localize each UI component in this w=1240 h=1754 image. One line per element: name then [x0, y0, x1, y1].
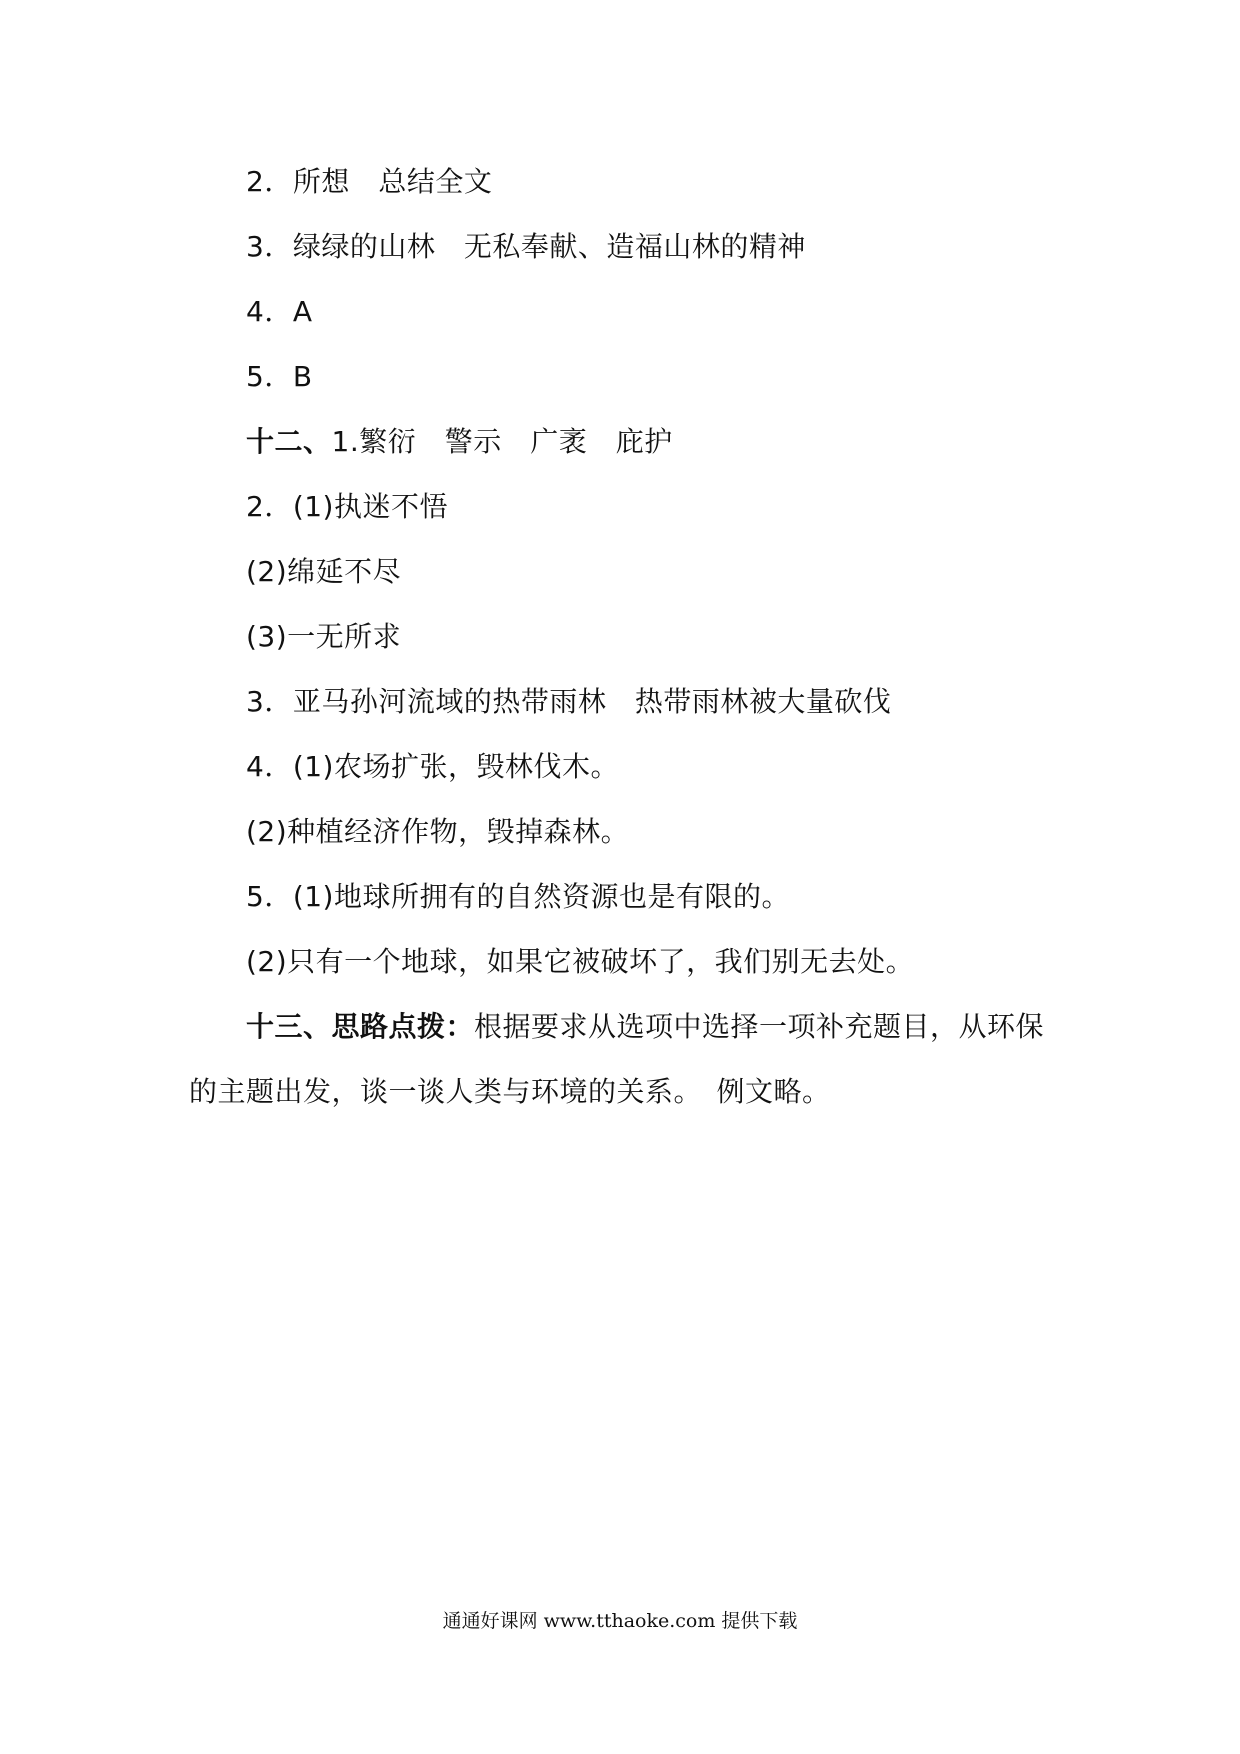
answer-line-13: (2)只有一个地球，如果它被破坏了，我们别无去处。	[246, 945, 915, 978]
answer-line-2: 3．绿绿的山林 无私奉献、造福山林的精神	[246, 230, 806, 263]
section-13-answer: 根据要求从选项中选择一项补充题目，从环保	[474, 1010, 1045, 1043]
answer-line-7: (2)绵延不尽	[246, 555, 402, 588]
section-12-line	[246, 424, 673, 460]
answer-line-12: 5．(1)地球所拥有的自然资源也是有限的。	[246, 880, 790, 913]
answer-line-8: (3)一无所求	[246, 620, 402, 653]
section-13-heading: 十三、思路点拨：	[246, 1010, 475, 1043]
answer-line-3: 4．A	[246, 295, 313, 328]
answer-line-9: 3．亚马孙河流域的热带雨林 热带雨林被大量砍伐	[246, 685, 892, 718]
answer-line-11: (2)种植经济作物，毁掉森林。	[246, 815, 630, 848]
answer-line-15: 的主题出发，谈一谈人类与环境的关系。 例文略。	[189, 1075, 831, 1108]
section-12-answer: 1.繁衍 警示 广袤 庇护	[331, 425, 673, 458]
page-footer: 通通好课网 www.tthaoke.com 提供下载	[442, 1610, 798, 1632]
section-13-line	[246, 1009, 1044, 1045]
answer-line-6: 2．(1)执迷不悟	[246, 490, 448, 523]
answer-line-4: 5．B	[246, 360, 313, 393]
answer-line-10: 4．(1)农场扩张，毁林伐木。	[246, 750, 619, 783]
answer-line-1: 2．所想 总结全文	[246, 165, 493, 198]
section-12-heading: 十二、	[246, 425, 332, 458]
